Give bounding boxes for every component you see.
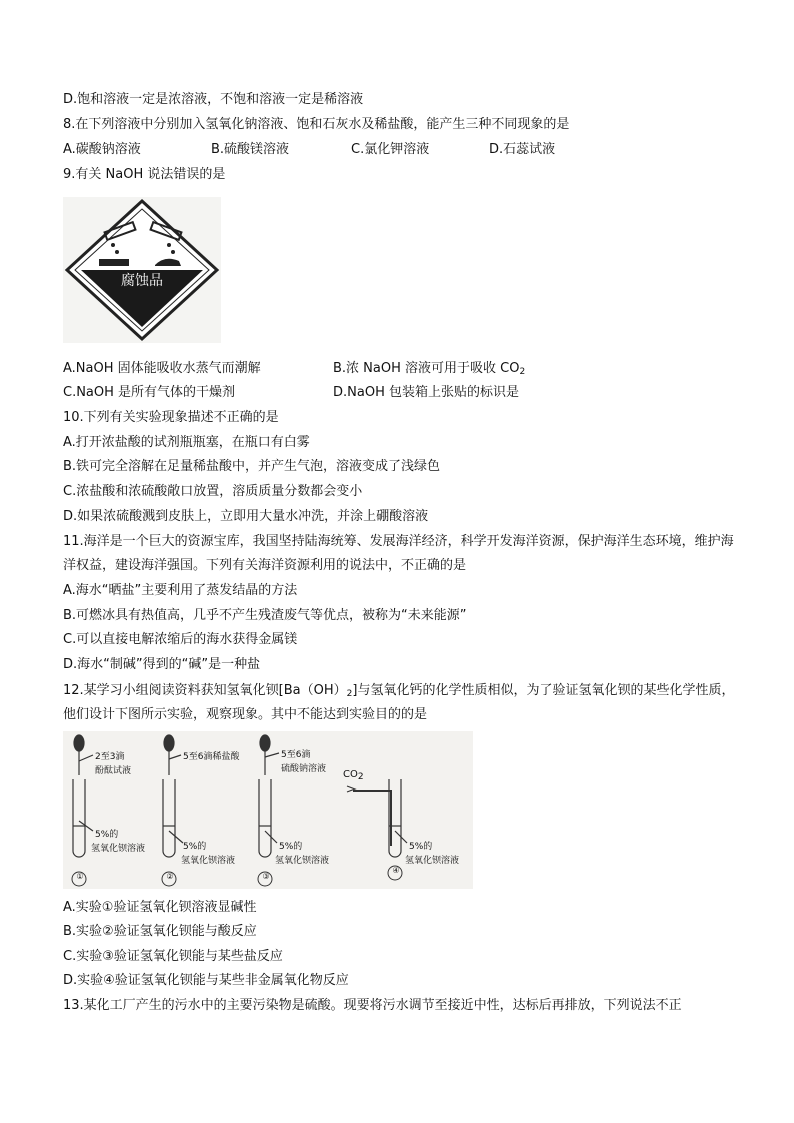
q13-stem: 13.某化工厂产生的污水中的主要污染物是硫酸。现要将污水调节至接近中性，达标后再排放，下列说法不正	[63, 998, 682, 1013]
q9-stem: 9.有关 NaOH 说法错误的是	[63, 167, 226, 182]
t1-solution-label-2: 氢氧化钡溶液	[91, 844, 146, 854]
q11-stem: 11.海洋是一个巨大的资源宝库，我国坚持陆海统筹、发展海洋经济，科学开发海洋资源，保护海洋生态环境，维护海洋权益，建设海洋强国。下列有关海洋资源利用的说法中，不正确的是	[63, 534, 734, 573]
q12-stem: 12.某学习小组阅读资料获知氢氧化钡$[Ba(OH)_2]$与氢氧化钙的化学性质相似，为了验证氢氧化钡的某些化学性质，他们设计下图所示实验，观察现象。其中不能达到实验目的的是	[63, 683, 735, 722]
t4-solution-label-2: 氢氧化钡溶液	[405, 856, 460, 866]
q10-option-c: C.浓盐酸和浓硫酸敞口放置，溶质质量分数都会变小	[63, 484, 363, 499]
corrosive-sign-figure	[63, 197, 221, 343]
q10-stem: 10.下列有关实验现象描述不正确的是	[63, 410, 279, 425]
q12-option-b: B.实验②验证氢氧化钡能与酸反应	[63, 924, 257, 939]
q12-option-d: D.实验④验证氢氧化钡能与某些非金属氧化物反应	[63, 973, 349, 988]
q9-option-d: D.NaOH 包装箱上张贴的标识是	[333, 385, 519, 400]
q8-stem: 8.在下列溶液中分别加入氢氧化钠溶液、饱和石灰水及稀盐酸，能产生三种不同现象的是	[63, 117, 570, 132]
t3-drop-label: 5至6滴	[281, 750, 311, 760]
q8-option-c: C.氯化钾溶液	[351, 142, 430, 157]
q9-option-a: A.NaOH 固体能吸收水蒸气而潮解	[63, 361, 261, 376]
t1-reagent-label: 酚酞试液	[95, 766, 132, 776]
experiment-figure	[63, 731, 473, 889]
q9-option-b: B.浓 NaOH 溶液可用于吸收 $CO_2$	[333, 361, 526, 377]
q8-option-b: B.硫酸镁溶液	[211, 142, 290, 157]
t2-solution-label-2: 氢氧化钡溶液	[181, 856, 236, 866]
t1-number: ①	[76, 872, 84, 881]
q11-option-c: C.可以直接电解浓缩后的海水获得金属镁	[63, 632, 298, 647]
t1-solution-label-1: 5%的	[95, 830, 119, 840]
q12-option-c: C.实验③验证氢氧化钡能与某些盐反应	[63, 949, 283, 964]
q7-option-d: D.饱和溶液一定是浓溶液，不饱和溶液一定是稀溶液	[63, 92, 364, 107]
q8-option-d: D.石蕊试液	[489, 142, 556, 157]
t1-drop-label: 2至3滴	[95, 752, 125, 762]
q11-option-d: D.海水“制碱”得到的“碱”是一种盐	[63, 657, 261, 672]
t2-number: ②	[166, 872, 174, 881]
q9-option-c: C.NaOH 是所有气体的干燥剂	[63, 385, 236, 400]
t4-gas-label: $CO_2$	[343, 769, 364, 782]
t3-number: ③	[262, 872, 270, 881]
t2-reagent-label: 5至6滴稀盐酸	[183, 752, 240, 762]
q8-option-a: A.碳酸钠溶液	[63, 142, 141, 157]
t4-number: ④	[392, 866, 400, 875]
t4-solution-label-1: 5%的	[409, 842, 433, 852]
t2-solution-label-1: 5%的	[183, 842, 207, 852]
q10-option-a: A.打开浓盐酸的试剂瓶瓶塞，在瓶口有白雾	[63, 435, 310, 450]
t3-solution-label-2: 氢氧化钡溶液	[275, 856, 330, 866]
t3-reagent-label: 硫酸钠溶液	[281, 764, 327, 774]
q10-option-b: B.铁可完全溶解在足量稀盐酸中，并产生气泡，溶液变成了浅绿色	[63, 459, 441, 474]
q11-option-b: B.可燃冰具有热值高，几乎不产生残渣废气等优点，被称为“未来能源”	[63, 608, 467, 623]
sign-label: 腐蚀品	[121, 273, 163, 289]
q12-option-a: A.实验①验证氢氧化钡溶液显碱性	[63, 900, 257, 915]
t3-solution-label-1: 5%的	[279, 842, 303, 852]
q10-option-d: D.如果浓硫酸溅到皮肤上，立即用大量水冲洗，并涂上硼酸溶液	[63, 509, 429, 524]
q11-option-a: A.海水“晒盐”主要利用了蒸发结晶的方法	[63, 583, 298, 598]
